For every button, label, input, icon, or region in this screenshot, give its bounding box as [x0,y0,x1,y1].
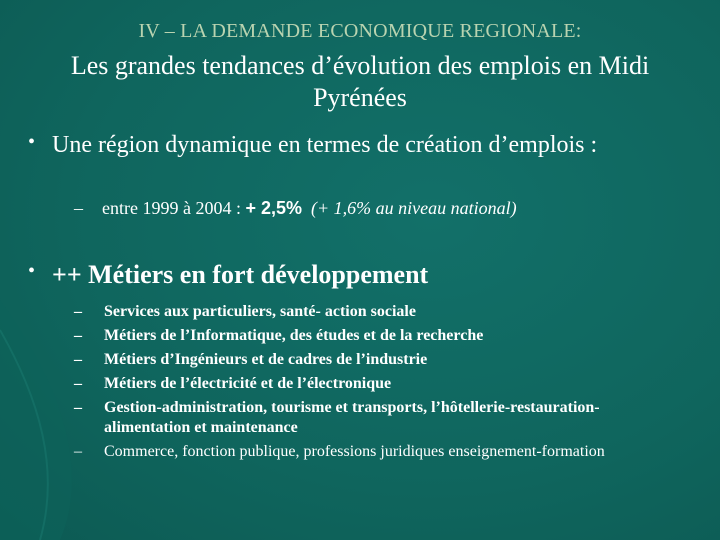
growth-rate-value: + 2,5% [245,198,303,218]
list-item [74,350,674,370]
bullet-dynamic-region [28,131,668,160]
bullet-marker: • [28,260,36,282]
growth-period-text: entre 1999 à 2004 : [102,198,246,218]
list-item-text: Métiers d’Ingénieurs et de cadres de l’industrie [104,351,428,368]
list-item [74,302,674,322]
list-item [74,374,674,394]
section-heading: IV – LA DEMANDE ECONOMIQUE REGIONALE: [138,20,582,42]
list-item-text: Services aux particuliers, santé- action sociale [104,303,416,320]
sub-bullet-growth [74,198,694,219]
bullet-text: Une région dynamique en termes de création d’emplois : [52,132,598,158]
bullet-marker: • [28,131,36,153]
list-item [74,326,674,346]
bullet-jobs-development [28,260,668,290]
list-dash: – [74,351,82,368]
bullet-text: ++ Métiers en fort développement [52,260,429,289]
sub-bullet-dash: – [74,198,83,218]
list-dash: – [74,399,82,416]
list-item [74,442,674,462]
list-item-text: Gestion-administration, tourisme et transports, l’hôtellerie-restauration-alimentation et maintenance [104,399,600,436]
list-dash: – [74,375,82,392]
jobs-list [74,302,674,466]
list-item [74,398,674,438]
national-rate-note: (+ 1,6% au niveau national) [311,198,517,218]
list-item-text: Métiers de l’Informatique, des études et de la recherche [104,327,484,344]
list-dash: – [74,443,82,460]
list-item-text: Commerce, fonction publique, professions juridiques enseignement-formation [104,443,605,460]
list-dash: – [74,327,82,344]
list-item-text: Métiers de l’électricité et de l’électronique [104,375,392,392]
list-dash: – [74,303,82,320]
slide-title: Les grandes tendances d’évolution des emplois en Midi Pyrénées [70,51,650,112]
